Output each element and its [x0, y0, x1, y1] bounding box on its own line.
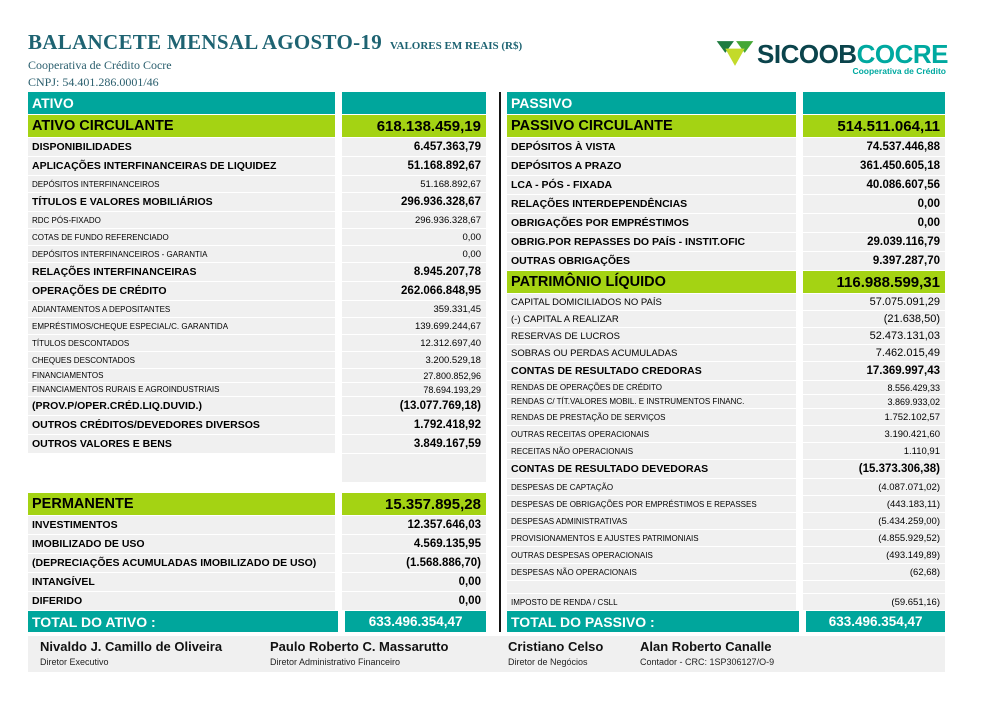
- column-gap: [796, 564, 803, 580]
- row-label: PASSIVO CIRCULANTE: [507, 115, 796, 137]
- row-value: 3.200.529,18: [342, 352, 486, 368]
- row-label: (DEPRECIAÇÕES ACUMULADAS IMOBILIZADO DE USO): [28, 554, 335, 572]
- column-gap: [796, 328, 803, 344]
- column-gap: [796, 233, 803, 251]
- table-row: [28, 282, 486, 300]
- row-value: 1.110,91: [803, 443, 945, 459]
- ativo-header-value-cell: [342, 92, 486, 114]
- signature-name: Paulo Roberto C. Massarutto: [270, 639, 449, 654]
- column-gap: [796, 345, 803, 361]
- column-gap: [796, 176, 803, 194]
- row-value: 6.457.363,79: [342, 138, 486, 156]
- column-gap: [335, 92, 342, 114]
- row-value: [342, 454, 486, 482]
- column-gap: [796, 594, 803, 610]
- row-value: (13.077.769,18): [342, 397, 486, 415]
- row-value: 12.312.697,40: [342, 335, 486, 351]
- row-label: DIFERIDO: [28, 592, 335, 610]
- passivo-header-label: PASSIVO: [507, 92, 796, 114]
- row-value: 0,00: [342, 592, 486, 610]
- row-value: (21.638,50): [803, 311, 945, 327]
- column-gap: [796, 547, 803, 563]
- ativo-header-row: [28, 92, 486, 114]
- section-row: [507, 115, 945, 137]
- signature-block: [508, 639, 603, 667]
- column-gap: [335, 454, 342, 482]
- row-value: 116.988.599,31: [803, 271, 945, 293]
- row-label: INTANGÍVEL: [28, 573, 335, 591]
- column-gap: [796, 294, 803, 310]
- row-label: RESERVAS DE LUCROS: [507, 328, 796, 344]
- table-row: [28, 318, 486, 334]
- row-value: 3.869.933,02: [803, 395, 945, 408]
- logo-tagline: Cooperativa de Crédito: [852, 66, 946, 76]
- row-value: [803, 581, 945, 593]
- row-label: OUTRAS DESPESAS OPERACIONAIS: [507, 547, 796, 563]
- row-label: APLICAÇÕES INTERFINANCEIRAS DE LIQUIDEZ: [28, 157, 335, 175]
- row-label: DISPONIBILIDADES: [28, 138, 335, 156]
- row-value: 57.075.091,29: [803, 294, 945, 310]
- column-gap: [796, 311, 803, 327]
- signature-block: [270, 639, 448, 667]
- row-value: 361.450.605,18: [803, 157, 945, 175]
- signature-role: Diretor Executivo: [40, 656, 109, 667]
- row-value: 17.369.997,43: [803, 362, 945, 380]
- row-label: [507, 581, 796, 593]
- table-row: [28, 435, 486, 453]
- column-gap: [335, 369, 342, 382]
- table-row: [28, 212, 486, 228]
- passivo-rows: [507, 115, 945, 610]
- column-gap: [796, 513, 803, 529]
- row-label: LCA - PÓS - FIXADA: [507, 176, 796, 194]
- table-row: [28, 352, 486, 368]
- row-value: (1.568.886,70): [342, 554, 486, 572]
- table-row: [28, 416, 486, 434]
- column-gap: [335, 573, 342, 591]
- passivo-column: [507, 92, 945, 633]
- passivo-header-row: [507, 92, 945, 114]
- table-row: [507, 426, 945, 442]
- signature-role: Contador - CRC: 1SP306127/O-9: [640, 656, 775, 667]
- column-gap: [796, 409, 803, 425]
- row-label: [28, 454, 335, 482]
- row-label: INVESTIMENTOS: [28, 516, 335, 534]
- row-value: 3.190.421,60: [803, 426, 945, 442]
- spacer-row: [507, 581, 945, 593]
- column-gap: [335, 416, 342, 434]
- row-label: RENDAS C/ TÍT.VALORES MOBIL. E INSTRUMENTOS FINANC.: [507, 395, 796, 408]
- table-row: [28, 138, 486, 156]
- row-value: 514.511.064,11: [803, 115, 945, 137]
- row-value: 0,00: [342, 246, 486, 262]
- signature-name: Alan Roberto Canalle: [640, 639, 772, 654]
- column-gap: [796, 214, 803, 232]
- table-row: [507, 513, 945, 529]
- column-gap: [796, 252, 803, 270]
- column-gap: [335, 435, 342, 453]
- ativo-total-row: [28, 611, 486, 632]
- section-row: [28, 115, 486, 137]
- signature-block: [40, 639, 222, 667]
- row-label: SOBRAS OU PERDAS ACUMULADAS: [507, 345, 796, 361]
- signature-role: Diretor Administrativo Financeiro: [270, 656, 401, 667]
- column-gap: [335, 229, 342, 245]
- table-row: [507, 564, 945, 580]
- table-row: [507, 395, 945, 408]
- table-row: [507, 530, 945, 546]
- table-row: [28, 246, 486, 262]
- table-row: [507, 294, 945, 310]
- column-gap: [796, 362, 803, 380]
- column-gap: [335, 493, 342, 515]
- row-label: DEPÓSITOS INTERFINANCEIROS - GARANTIA: [28, 246, 335, 262]
- passivo-total-label: TOTAL DO PASSIVO :: [507, 611, 799, 632]
- section-row: [507, 271, 945, 293]
- row-value: (5.434.259,00): [803, 513, 945, 529]
- table-row: [507, 594, 945, 610]
- row-label: IMOBILIZADO DE USO: [28, 535, 335, 553]
- row-label: RENDAS DE OPERAÇÕES DE CRÉDITO: [507, 381, 796, 394]
- table-row: [28, 516, 486, 534]
- row-label: OUTROS CRÉDITOS/DEVEDORES DIVERSOS: [28, 416, 335, 434]
- row-label: CONTAS DE RESULTADO CREDORAS: [507, 362, 796, 380]
- passivo-total-value: 633.496.354,47: [806, 611, 945, 632]
- row-value: 29.039.116,79: [803, 233, 945, 251]
- row-label: OUTRAS RECEITAS OPERACIONAIS: [507, 426, 796, 442]
- table-row: [28, 229, 486, 245]
- column-gap: [796, 138, 803, 156]
- row-value: 27.800.852,96: [342, 369, 486, 382]
- row-label: OUTROS VALORES E BENS: [28, 435, 335, 453]
- row-label: DESPESAS DE CAPTAÇÃO: [507, 479, 796, 495]
- row-label: PERMANENTE: [28, 493, 335, 515]
- row-label: DEPÓSITOS A PRAZO: [507, 157, 796, 175]
- row-label: ADIANTAMENTOS A DEPOSITANTES: [28, 301, 335, 317]
- cnpj-text: CNPJ: 54.401.286.0001/46: [28, 75, 159, 89]
- ativo-total-value: 633.496.354,47: [345, 611, 486, 632]
- column-gap: [796, 195, 803, 213]
- column-gap: [335, 535, 342, 553]
- table-row: [507, 328, 945, 344]
- table-row: [28, 176, 486, 192]
- table-row: [28, 335, 486, 351]
- ativo-header-label: ATIVO: [28, 92, 335, 114]
- row-value: 78.694.193,29: [342, 383, 486, 396]
- logo-sicoob-text: SICOOB: [757, 39, 857, 69]
- row-label: RDC PÓS-FIXADO: [28, 212, 335, 228]
- row-value: 3.849.167,59: [342, 435, 486, 453]
- row-label: EMPRÉSTIMOS/CHEQUE ESPECIAL/C. GARANTIDA: [28, 318, 335, 334]
- column-gap: [796, 581, 803, 593]
- row-value: 0,00: [803, 195, 945, 213]
- row-label: COTAS DE FUNDO REFERENCIADO: [28, 229, 335, 245]
- row-label: FINANCIAMENTOS: [28, 369, 335, 382]
- column-gap: [335, 592, 342, 610]
- table-row: [28, 573, 486, 591]
- row-value: 618.138.459,19: [342, 115, 486, 137]
- row-value: 1.752.102,57: [803, 409, 945, 425]
- signature-role: Diretor de Negócios: [508, 656, 588, 667]
- row-label: RELAÇÕES INTERDEPENDÊNCIAS: [507, 195, 796, 213]
- column-gap: [796, 381, 803, 394]
- row-label: RENDAS DE PRESTAÇÃO DE SERVIÇOS: [507, 409, 796, 425]
- signature-name: Nivaldo J. Camillo de Oliveira: [40, 639, 223, 654]
- row-label: IMPOSTO DE RENDA / CSLL: [507, 594, 796, 610]
- table-row: [507, 362, 945, 380]
- row-label: TÍTULOS E VALORES MOBILIÁRIOS: [28, 193, 335, 211]
- ativo-total-label: TOTAL DO ATIVO :: [28, 611, 338, 632]
- table-row: [507, 496, 945, 512]
- column-gap: [335, 193, 342, 211]
- signature-block: [640, 639, 774, 667]
- table-row: [507, 176, 945, 194]
- table-row: [28, 383, 486, 396]
- row-label: OBRIGAÇÕES POR EMPRÉSTIMOS: [507, 214, 796, 232]
- row-value: 262.066.848,95: [342, 282, 486, 300]
- row-label: CHEQUES DESCONTADOS: [28, 352, 335, 368]
- column-gap: [335, 176, 342, 192]
- column-gap: [796, 271, 803, 293]
- column-gap: [335, 282, 342, 300]
- spacer-row: [28, 454, 486, 482]
- column-gap: [796, 426, 803, 442]
- row-value: 40.086.607,56: [803, 176, 945, 194]
- row-label: DESPESAS NÃO OPERACIONAIS: [507, 564, 796, 580]
- section-row: [28, 493, 486, 515]
- ativo-column: [28, 92, 486, 633]
- row-label: ATIVO CIRCULANTE: [28, 115, 335, 137]
- table-row: [28, 157, 486, 175]
- column-gap: [796, 395, 803, 408]
- row-value: (443.183,11): [803, 496, 945, 512]
- row-value: 51.168.892,67: [342, 157, 486, 175]
- row-value: 1.792.418,92: [342, 416, 486, 434]
- table-row: [507, 443, 945, 459]
- column-gap: [796, 460, 803, 478]
- row-value: 15.357.895,28: [342, 493, 486, 515]
- column-gap: [796, 530, 803, 546]
- row-value: 51.168.892,67: [342, 176, 486, 192]
- column-gap: [335, 335, 342, 351]
- row-value: 9.397.287,70: [803, 252, 945, 270]
- passivo-header-value-cell: [803, 92, 945, 114]
- table-row: [507, 311, 945, 327]
- cooperative-name: Cooperativa de Crédito Cocre: [28, 58, 172, 72]
- column-gap: [335, 397, 342, 415]
- sicoob-v-icon: [715, 40, 755, 68]
- column-gap: [338, 611, 345, 632]
- row-value: 296.936.328,67: [342, 212, 486, 228]
- column-gap: [335, 383, 342, 396]
- signature-name: Cristiano Celso: [508, 639, 604, 654]
- table-row: [28, 592, 486, 610]
- table-row: [507, 252, 945, 270]
- table-row: [507, 381, 945, 394]
- column-gap: [796, 157, 803, 175]
- column-gap: [796, 496, 803, 512]
- column-gap: [335, 516, 342, 534]
- logo-cocre-text: COCRE: [856, 39, 948, 69]
- row-value: 8.556.429,33: [803, 381, 945, 394]
- column-divider: [499, 92, 501, 632]
- row-value: 8.945.207,78: [342, 263, 486, 281]
- column-gap: [335, 554, 342, 572]
- table-row: [507, 409, 945, 425]
- row-label: RELAÇÕES INTERFINANCEIRAS: [28, 263, 335, 281]
- row-value: 4.569.135,95: [342, 535, 486, 553]
- row-value: (59.651,16): [803, 594, 945, 610]
- column-gap: [335, 138, 342, 156]
- table-row: [507, 479, 945, 495]
- column-gap: [796, 92, 803, 114]
- table-row: [28, 193, 486, 211]
- row-label: CAPITAL DOMICILIADOS NO PAÍS: [507, 294, 796, 310]
- row-label: PATRIMÔNIO LÍQUIDO: [507, 271, 796, 293]
- table-row: [28, 535, 486, 553]
- column-gap: [335, 246, 342, 262]
- page-title-text: BALANCETE MENSAL AGOSTO-19: [28, 30, 382, 54]
- row-value: 52.473.131,03: [803, 328, 945, 344]
- table-row: [28, 554, 486, 572]
- column-gap: [796, 479, 803, 495]
- row-value: 139.699.244,67: [342, 318, 486, 334]
- column-gap: [335, 352, 342, 368]
- table-row: [507, 460, 945, 478]
- row-value: 296.936.328,67: [342, 193, 486, 211]
- row-label: DEPÓSITOS INTERFINANCEIROS: [28, 176, 335, 192]
- column-gap: [799, 611, 806, 632]
- row-value: (62,68): [803, 564, 945, 580]
- row-label: DESPESAS ADMINISTRATIVAS: [507, 513, 796, 529]
- column-gap: [335, 318, 342, 334]
- page-title-suffix: VALORES EM REAIS (R$): [390, 40, 523, 52]
- row-value: 0,00: [342, 573, 486, 591]
- table-row: [28, 263, 486, 281]
- row-value: 0,00: [342, 229, 486, 245]
- row-value: (493.149,89): [803, 547, 945, 563]
- column-gap: [335, 115, 342, 137]
- row-label: TÍTULOS DESCONTADOS: [28, 335, 335, 351]
- signatures-footer: [28, 636, 945, 672]
- column-gap: [335, 301, 342, 317]
- table-row: [507, 138, 945, 156]
- column-gap: [335, 157, 342, 175]
- row-label: (PROV.P/OPER.CRÉD.LIQ.DUVID.): [28, 397, 335, 415]
- row-value: 74.537.446,88: [803, 138, 945, 156]
- row-label: OUTRAS OBRIGAÇÕES: [507, 252, 796, 270]
- column-gap: [796, 115, 803, 137]
- row-value: 7.462.015,49: [803, 345, 945, 361]
- row-label: PROVISIONAMENTOS E AJUSTES PATRIMONIAIS: [507, 530, 796, 546]
- ativo-rows: [28, 115, 486, 610]
- column-gap: [335, 212, 342, 228]
- table-row: [507, 233, 945, 251]
- table-row: [507, 157, 945, 175]
- row-label: OBRIG.POR REPASSES DO PAÍS - INSTIT.OFIC: [507, 233, 796, 251]
- table-row: [28, 369, 486, 382]
- table-row: [28, 301, 486, 317]
- row-value: 0,00: [803, 214, 945, 232]
- row-value: 12.357.646,03: [342, 516, 486, 534]
- document-header: [28, 30, 522, 90]
- row-value: (4.855.929,52): [803, 530, 945, 546]
- table-row: [507, 345, 945, 361]
- row-label: RECEITAS NÃO OPERACIONAIS: [507, 443, 796, 459]
- row-label: OPERAÇÕES DE CRÉDITO: [28, 282, 335, 300]
- row-label: DESPESAS DE OBRIGAÇÕES POR EMPRÉSTIMOS E REPASSES: [507, 496, 796, 512]
- row-value: 359.331,45: [342, 301, 486, 317]
- column-gap: [335, 263, 342, 281]
- column-gap: [796, 443, 803, 459]
- page-title: [28, 30, 522, 55]
- table-row: [507, 214, 945, 232]
- logo-wordmark: [757, 41, 948, 67]
- row-label: CONTAS DE RESULTADO DEVEDORAS: [507, 460, 796, 478]
- table-row: [507, 547, 945, 563]
- row-label: DEPÓSITOS À VISTA: [507, 138, 796, 156]
- table-row: [28, 397, 486, 415]
- sicoob-cocre-logo: [715, 40, 948, 76]
- row-label: (-) CAPITAL A REALIZAR: [507, 311, 796, 327]
- row-label: FINANCIAMENTOS RURAIS E AGROINDUSTRIAIS: [28, 383, 335, 396]
- passivo-total-row: [507, 611, 945, 632]
- table-row: [507, 195, 945, 213]
- row-value: (15.373.306,38): [803, 460, 945, 478]
- row-value: (4.087.071,02): [803, 479, 945, 495]
